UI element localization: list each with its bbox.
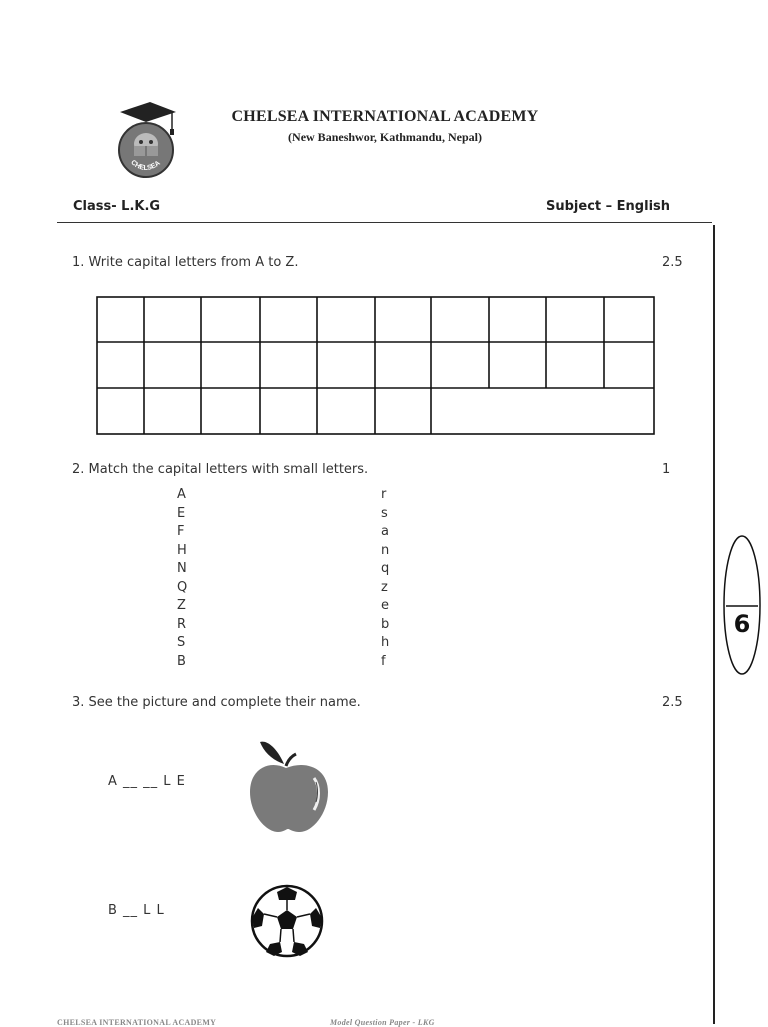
- soccer-ball-picture: [250, 884, 324, 958]
- question-2-marks: 1: [662, 462, 671, 477]
- question-3-text: 3. See the picture and complete their name.: [72, 695, 361, 710]
- question-1-marks: 2.5: [662, 255, 683, 270]
- small-letter[interactable]: a: [381, 524, 389, 539]
- small-letter[interactable]: f: [381, 653, 386, 669]
- ball-word-blank[interactable]: B __ L L: [108, 903, 165, 918]
- capital-letter[interactable]: B: [177, 653, 186, 669]
- small-letter[interactable]: z: [381, 579, 388, 595]
- small-letter[interactable]: b: [381, 616, 390, 632]
- question-2-text: 2. Match the capital letters with small letters.: [72, 462, 369, 477]
- apple-picture: [246, 738, 330, 834]
- school-address: (New Baneshwor, Kathmandu, Nepal): [288, 130, 482, 144]
- small-letter[interactable]: s: [381, 505, 388, 521]
- capital-letters-column: [177, 486, 187, 671]
- capital-letter[interactable]: A: [177, 487, 186, 502]
- school-name: CHELSEA INTERNATIONAL ACADEMY: [231, 108, 539, 125]
- capital-letter[interactable]: F: [177, 524, 185, 539]
- small-letter[interactable]: h: [381, 635, 390, 650]
- capital-letter[interactable]: Z: [177, 598, 186, 613]
- footer-paper-title: Model Question Paper - LKG: [330, 1018, 435, 1027]
- small-letters-column: [381, 486, 389, 671]
- question-1-text: 1. Write capital letters from A to Z.: [72, 255, 299, 270]
- capital-letter[interactable]: R: [177, 616, 187, 632]
- question-3-marks: 2.5: [662, 695, 683, 710]
- capital-letter[interactable]: H: [177, 542, 187, 558]
- small-letter[interactable]: q: [381, 561, 390, 576]
- header-divider: [57, 222, 712, 223]
- letter-writing-grid[interactable]: [96, 296, 656, 436]
- school-logo: [116, 100, 178, 182]
- small-letter[interactable]: n: [381, 542, 390, 558]
- capital-letter[interactable]: E: [177, 505, 186, 521]
- score-box: [722, 534, 762, 676]
- margin-line: [713, 225, 715, 1024]
- capital-letter[interactable]: Q: [177, 579, 188, 595]
- subject-label: Subject – English: [546, 199, 671, 214]
- apple-word-blank[interactable]: A __ __ L E: [108, 774, 186, 789]
- small-letter[interactable]: e: [381, 598, 389, 613]
- score-total: 6: [733, 610, 751, 638]
- class-label: Class- L.K.G: [73, 199, 161, 214]
- capital-letter[interactable]: N: [177, 561, 187, 576]
- capital-letter[interactable]: S: [177, 635, 186, 650]
- small-letter[interactable]: r: [381, 487, 387, 502]
- footer-school-name: CHELSEA INTERNATIONAL ACADEMY: [57, 1018, 217, 1027]
- logo-text: CHELSEA: [129, 159, 162, 173]
